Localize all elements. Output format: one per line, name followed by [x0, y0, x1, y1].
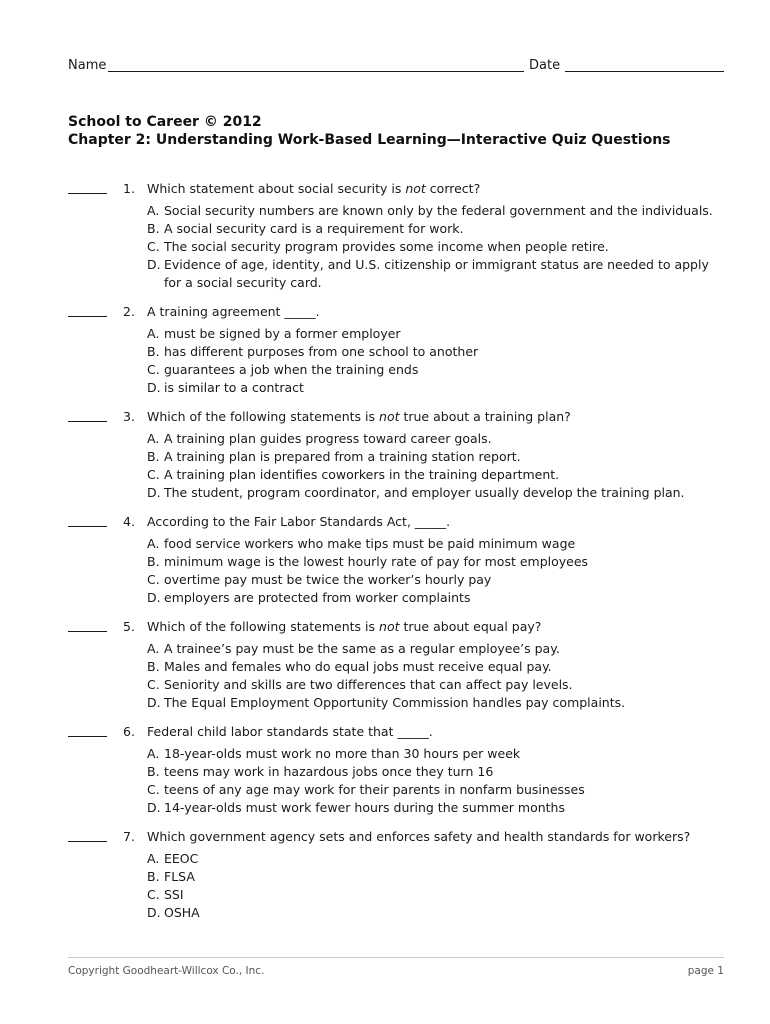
question-item: [68, 618, 724, 712]
option-text: Males and females who do equal jobs must receive equal pay.: [164, 659, 552, 674]
question-text: [147, 180, 480, 198]
option-letter: D.: [147, 695, 161, 710]
question-item: [68, 828, 724, 922]
question-number: 4.: [123, 514, 135, 529]
question-text: [147, 408, 571, 426]
option-letter: A.: [147, 536, 160, 551]
answer-option: [147, 571, 724, 589]
footer-divider: [68, 957, 724, 958]
answer-blank[interactable]: [68, 180, 107, 194]
question-text-part: A training agreement _____.: [147, 304, 320, 319]
question-text: [147, 303, 320, 321]
option-letter: D.: [147, 485, 161, 500]
option-text: OSHA: [164, 905, 200, 920]
answer-option: [147, 745, 724, 763]
option-text: guarantees a job when the training ends: [164, 362, 419, 377]
option-letter: C.: [147, 362, 160, 377]
footer: [68, 964, 724, 978]
option-letter: A.: [147, 203, 160, 218]
question-text-part: true about equal pay?: [399, 619, 542, 634]
answer-option: [147, 763, 724, 781]
option-letter: C.: [147, 887, 160, 902]
option-letter: D.: [147, 380, 161, 395]
option-letter: C.: [147, 572, 160, 587]
answer-option: [147, 361, 724, 379]
answer-options: [147, 745, 724, 817]
question-text-emphasis: not: [379, 409, 400, 424]
answer-option: [147, 799, 724, 817]
question-item: [68, 723, 724, 817]
option-letter: A.: [147, 851, 160, 866]
name-blank[interactable]: [108, 71, 524, 72]
answer-option: [147, 640, 724, 658]
question-text-part: Which of the following statements is: [147, 409, 380, 424]
option-letter: A.: [147, 431, 160, 446]
option-text: A training plan guides progress toward career goals.: [164, 431, 492, 446]
question-number: 2.: [123, 304, 135, 319]
answer-option: [147, 676, 724, 694]
question-text-part: correct?: [425, 181, 481, 196]
option-text: Social security numbers are known only by the federal government and the individuals.: [164, 203, 713, 218]
option-letter: D.: [147, 590, 161, 605]
question-item: [68, 303, 724, 397]
option-text: The Equal Employment Opportunity Commission handles pay complaints.: [164, 695, 626, 710]
question-text-part: Which of the following statements is: [147, 619, 380, 634]
question-item: [68, 180, 724, 292]
option-text: A trainee’s pay must be the same as a regular employee’s pay.: [164, 641, 560, 656]
answer-option: [147, 904, 724, 922]
question-text-emphasis: not: [379, 619, 400, 634]
option-text: 14-year-olds must work fewer hours during the summer months: [164, 800, 565, 815]
name-date-line: [68, 57, 724, 75]
option-text: FLSA: [164, 869, 195, 884]
question-row: [68, 618, 724, 636]
name-label: Name: [68, 58, 107, 73]
answer-option: [147, 238, 724, 256]
option-text: teens of any age may work for their parents in nonfarm businesses: [164, 782, 585, 797]
answer-option: [147, 850, 724, 868]
copyright-text: Copyright Goodheart-Willcox Co., Inc.: [68, 965, 265, 977]
answer-blank[interactable]: [68, 618, 107, 632]
question-text-part: According to the Fair Labor Standards Act, _____.: [147, 514, 451, 529]
date-blank[interactable]: [565, 71, 724, 72]
question-text-part: Which statement about social security is: [147, 181, 406, 196]
question-number: 1.: [123, 181, 135, 196]
option-text: A training plan identifies coworkers in the training department.: [164, 467, 560, 482]
option-text: has different purposes from one school to another: [164, 344, 479, 359]
page-number: page 1: [687, 965, 724, 977]
question-text-part: Which government agency sets and enforces safety and health standards for workers?: [147, 829, 691, 844]
answer-option: [147, 781, 724, 799]
option-letter: D.: [147, 800, 161, 815]
question-number: 7.: [123, 829, 135, 844]
answer-blank[interactable]: [68, 303, 107, 317]
answer-option: [147, 256, 724, 292]
option-letter: A.: [147, 326, 160, 341]
option-text: A social security card is a requirement for work.: [164, 221, 464, 236]
option-letter: C.: [147, 239, 160, 254]
question-number: 6.: [123, 724, 135, 739]
answer-option: [147, 430, 724, 448]
answer-blank[interactable]: [68, 723, 107, 737]
option-letter: B.: [147, 344, 160, 359]
answer-options: [147, 535, 724, 607]
answer-option: [147, 886, 724, 904]
option-letter: C.: [147, 677, 160, 692]
option-text: is similar to a contract: [164, 380, 304, 395]
option-text: employers are protected from worker complaints: [164, 590, 471, 605]
answer-options: [147, 430, 724, 502]
question-text: [147, 723, 433, 741]
option-letter: A.: [147, 641, 160, 656]
question-list: [68, 180, 724, 933]
option-letter: A.: [147, 746, 160, 761]
option-letter: B.: [147, 869, 160, 884]
answer-option: [147, 325, 724, 343]
option-letter: C.: [147, 782, 160, 797]
option-text: A training plan is prepared from a training station report.: [164, 449, 521, 464]
option-text: must be signed by a former employer: [164, 326, 401, 341]
answer-option: [147, 553, 724, 571]
date-label: Date: [529, 58, 561, 73]
question-row: [68, 723, 724, 741]
answer-options: [147, 202, 724, 292]
option-text: food service workers who make tips must be paid minimum wage: [164, 536, 576, 551]
answer-blank[interactable]: [68, 513, 107, 527]
answer-option: [147, 535, 724, 553]
answer-options: [147, 850, 724, 922]
answer-option: [147, 343, 724, 361]
option-text: Evidence of age, identity, and U.S. citizenship or immigrant status are needed to apply for a social security card.: [164, 257, 709, 290]
option-letter: D.: [147, 905, 161, 920]
answer-option: [147, 202, 724, 220]
book-title: School to Career © 2012: [68, 114, 262, 130]
question-item: [68, 408, 724, 502]
question-row: [68, 513, 724, 531]
option-text: The student, program coordinator, and employer usually develop the training plan.: [164, 485, 685, 500]
question-row: [68, 828, 724, 846]
option-text: overtime pay must be twice the worker’s hourly pay: [164, 572, 492, 587]
answer-blank[interactable]: [68, 828, 107, 842]
question-row: [68, 180, 724, 198]
answer-option: [147, 220, 724, 238]
answer-option: [147, 658, 724, 676]
answer-option: [147, 448, 724, 466]
option-text: The social security program provides some income when people retire.: [164, 239, 609, 254]
option-letter: B.: [147, 554, 160, 569]
question-text-part: Federal child labor standards state that _____.: [147, 724, 433, 739]
option-letter: D.: [147, 257, 161, 272]
title-block: [68, 113, 724, 149]
option-letter: C.: [147, 467, 160, 482]
option-letter: B.: [147, 449, 160, 464]
option-text: minimum wage is the lowest hourly rate of pay for most employees: [164, 554, 589, 569]
answer-option: [147, 484, 724, 502]
option-letter: B.: [147, 659, 160, 674]
option-text: SSI: [164, 887, 184, 902]
question-row: [68, 408, 724, 426]
question-text-emphasis: not: [405, 181, 426, 196]
answer-options: [147, 640, 724, 712]
answer-option: [147, 589, 724, 607]
answer-option: [147, 379, 724, 397]
answer-blank[interactable]: [68, 408, 107, 422]
answer-option: [147, 466, 724, 484]
option-text: 18-year-olds must work no more than 30 hours per week: [164, 746, 521, 761]
answer-option: [147, 868, 724, 886]
option-text: EEOC: [164, 851, 199, 866]
question-text: [147, 513, 450, 531]
option-text: Seniority and skills are two differences that can affect pay levels.: [164, 677, 573, 692]
option-letter: B.: [147, 764, 160, 779]
question-text-part: true about a training plan?: [399, 409, 571, 424]
question-item: [68, 513, 724, 607]
question-number: 3.: [123, 409, 135, 424]
question-text: [147, 828, 690, 846]
chapter-title: Chapter 2: Understanding Work-Based Learning—Interactive Quiz Questions: [68, 132, 671, 148]
option-text: teens may work in hazardous jobs once they turn 16: [164, 764, 494, 779]
answer-options: [147, 325, 724, 397]
question-number: 5.: [123, 619, 135, 634]
answer-option: [147, 694, 724, 712]
question-row: [68, 303, 724, 321]
option-letter: B.: [147, 221, 160, 236]
question-text: [147, 618, 541, 636]
